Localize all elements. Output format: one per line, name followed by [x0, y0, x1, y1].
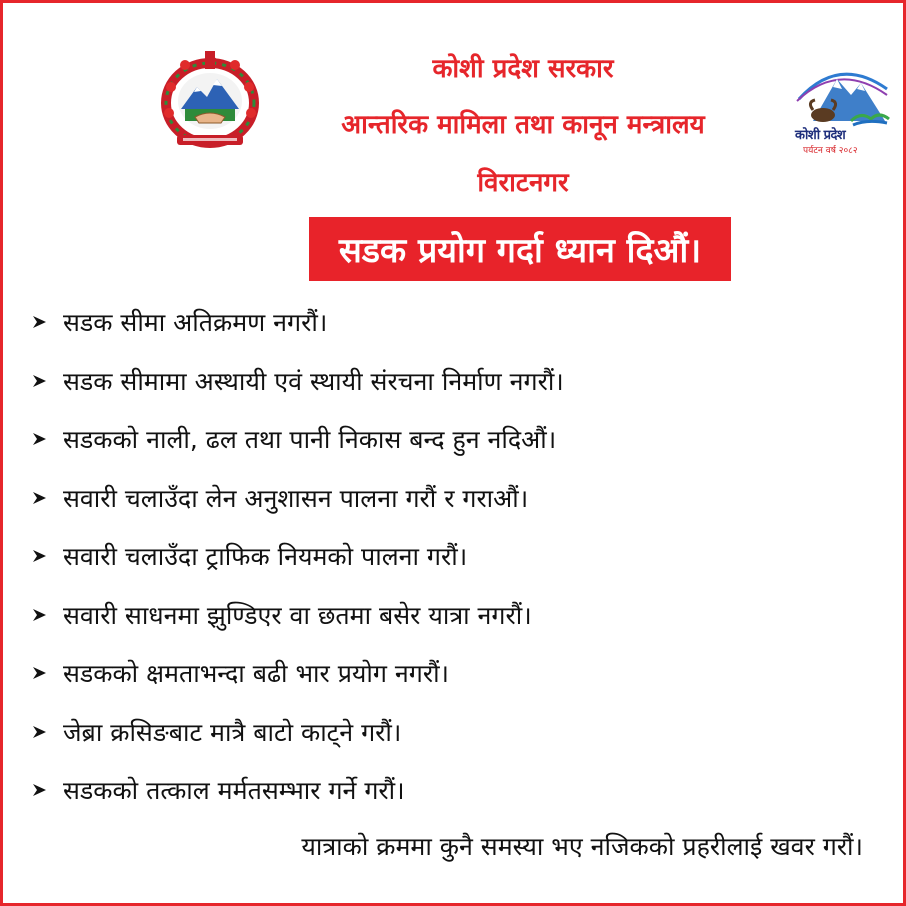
koshi-pradesh-tourism-logo	[793, 65, 893, 157]
list-item	[25, 644, 885, 703]
list-item	[25, 527, 885, 586]
arrow-bullet-icon	[31, 781, 49, 799]
arrow-bullet-icon	[31, 664, 49, 682]
logo-subtitle: पर्यटन वर्ष २०८२	[803, 146, 858, 156]
rules-list	[25, 293, 885, 820]
rule-text: सवारी चलाउँदा लेन अनुशासन पालना गरौं र गराऔं।	[63, 483, 529, 513]
rule-text: जेब्रा क्रसिङबाट मात्रै बाटो काट्ने गरौं।	[63, 717, 402, 747]
list-item	[25, 352, 885, 411]
arrow-bullet-icon	[31, 489, 49, 507]
logo-name: कोशी प्रदेश	[795, 128, 846, 143]
list-item	[25, 293, 885, 352]
government-title: कोशी प्रदेश सरकार	[432, 54, 614, 84]
arrow-bullet-icon	[31, 372, 49, 390]
list-item	[25, 703, 885, 762]
ministry-title: आन्तरिक मामिला तथा कानून मन्त्रालय	[341, 110, 705, 140]
list-item	[25, 410, 885, 469]
rule-text: सडकको नाली, ढल तथा पानी निकास बन्द हुन नदिऔं।	[63, 425, 557, 455]
rule-text: सवारी चलाउँदा ट्राफिक नियमको पालना गरौं।	[63, 542, 468, 572]
arrow-bullet-icon	[31, 606, 49, 624]
arrow-bullet-icon	[31, 723, 49, 741]
rule-text: सवारी साधनमा झुण्डिएर वा छतमा बसेर यात्रा नगरौं।	[63, 600, 532, 630]
mountain-logo-icon	[793, 65, 893, 127]
arrow-bullet-icon	[31, 313, 49, 331]
list-item	[25, 761, 885, 820]
rule-text: सडक सीमा अतिक्रमण नगरौं।	[63, 308, 328, 338]
main-banner: सडक प्रयोग गर्दा ध्यान दिऔं।	[309, 217, 731, 281]
list-item	[25, 469, 885, 528]
arrow-bullet-icon	[31, 430, 49, 448]
list-item	[25, 586, 885, 645]
rule-text: सडक सीमामा अस्थायी एवं स्थायी संरचना निर्माण नगरौं।	[63, 366, 564, 396]
footer-note: यात्राको क्रममा कुनै समस्या भए नजिकको प्रहरीलाई खवर गरौं।	[301, 832, 863, 861]
rule-text: सडकको क्षमताभन्दा बढी भार प्रयोग नगरौं।	[63, 659, 450, 689]
rule-text: सडकको तत्काल मर्मतसम्भार गर्ने गरौं।	[63, 776, 405, 806]
arrow-bullet-icon	[31, 547, 49, 565]
city-title: विराटनगर	[477, 168, 569, 198]
